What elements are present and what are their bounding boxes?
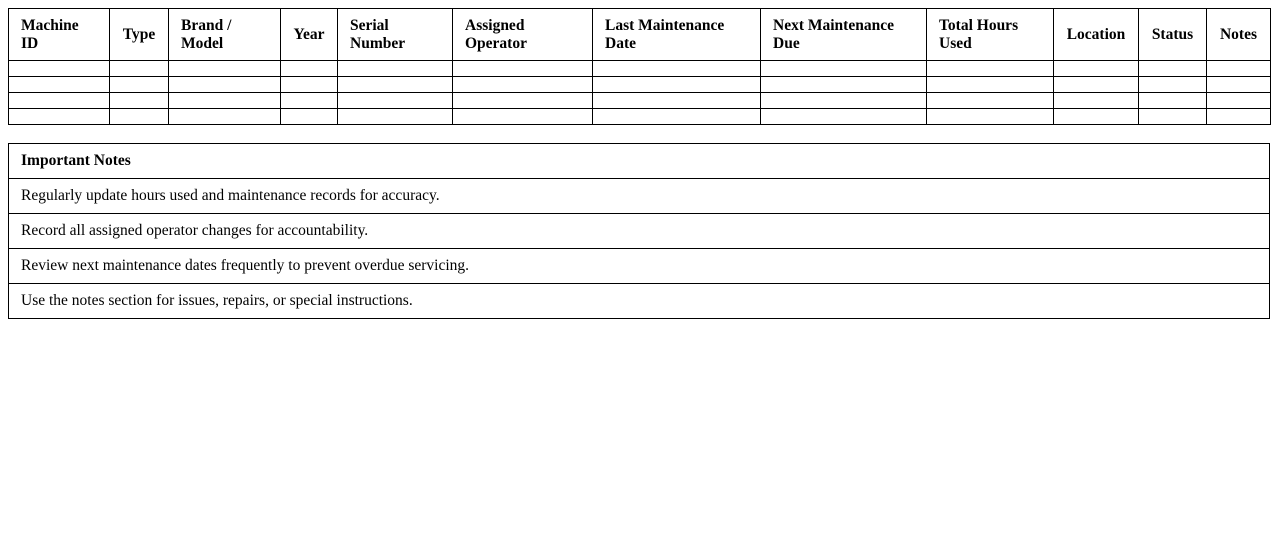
table-cell[interactable] [9,109,110,125]
column-header-total-hours-used: Total Hours Used [927,9,1054,61]
table-cell[interactable] [169,61,281,77]
table-cell[interactable] [110,93,169,109]
table-row [9,77,1271,93]
table-cell[interactable] [1139,77,1207,93]
table-cell[interactable] [1139,109,1207,125]
table-cell[interactable] [761,109,927,125]
notes-heading-row [9,144,1270,179]
note-row [9,179,1270,214]
table-cell[interactable] [110,109,169,125]
table-cell[interactable] [1139,93,1207,109]
table-cell[interactable] [1207,61,1271,77]
column-header-serial-number: Serial Number [338,9,453,61]
note-row [9,214,1270,249]
table-cell[interactable] [1054,109,1139,125]
table-cell[interactable] [169,109,281,125]
table-row [9,61,1271,77]
table-cell[interactable] [927,77,1054,93]
note-item: Use the notes section for issues, repairs, or special instructions. [9,284,1270,319]
column-header-status: Status [1139,9,1207,61]
table-cell[interactable] [338,77,453,93]
table-cell[interactable] [593,77,761,93]
table-cell[interactable] [927,109,1054,125]
note-item: Record all assigned operator changes for accountability. [9,214,1270,249]
table-cell[interactable] [281,61,338,77]
column-header-assigned-operator: Assigned Operator [453,9,593,61]
table-cell[interactable] [453,77,593,93]
table-cell[interactable] [9,77,110,93]
table-cell[interactable] [1054,93,1139,109]
important-notes-table [8,143,1270,319]
table-cell[interactable] [453,61,593,77]
table-cell[interactable] [453,93,593,109]
table-cell[interactable] [1054,77,1139,93]
column-header-brand-model: Brand / Model [169,9,281,61]
table-cell[interactable] [338,61,453,77]
column-header-machine-id: Machine ID [9,9,110,61]
table-cell[interactable] [593,61,761,77]
table-cell[interactable] [927,93,1054,109]
note-row [9,284,1270,319]
table-cell[interactable] [1207,77,1271,93]
table-cell[interactable] [1054,61,1139,77]
table-cell[interactable] [169,77,281,93]
note-row [9,249,1270,284]
table-header-row [9,9,1271,61]
table-cell[interactable] [9,61,110,77]
table-row [9,93,1271,109]
table-cell[interactable] [110,61,169,77]
column-header-last-maintenance-date: Last Maintenance Date [593,9,761,61]
note-item: Review next maintenance dates frequently to prevent overdue servicing. [9,249,1270,284]
table-cell[interactable] [338,93,453,109]
column-header-notes: Notes [1207,9,1271,61]
table-cell[interactable] [110,77,169,93]
table-cell[interactable] [281,109,338,125]
table-cell[interactable] [761,93,927,109]
table-row [9,109,1271,125]
table-cell[interactable] [281,77,338,93]
table-cell[interactable] [927,61,1054,77]
table-cell[interactable] [593,109,761,125]
table-cell[interactable] [761,61,927,77]
column-header-year: Year [281,9,338,61]
table-cell[interactable] [169,93,281,109]
table-cell[interactable] [1139,61,1207,77]
table-cell[interactable] [1207,109,1271,125]
table-cell[interactable] [338,109,453,125]
column-header-type: Type [110,9,169,61]
machine-maintenance-table [8,8,1271,125]
note-item: Regularly update hours used and maintenance records for accuracy. [9,179,1270,214]
table-cell[interactable] [453,109,593,125]
table-cell[interactable] [761,77,927,93]
table-cell[interactable] [1207,93,1271,109]
notes-heading: Important Notes [9,144,1270,179]
column-header-location: Location [1054,9,1139,61]
table-cell[interactable] [281,93,338,109]
table-cell[interactable] [9,93,110,109]
table-cell[interactable] [593,93,761,109]
column-header-next-maintenance-due: Next Maintenance Due [761,9,927,61]
